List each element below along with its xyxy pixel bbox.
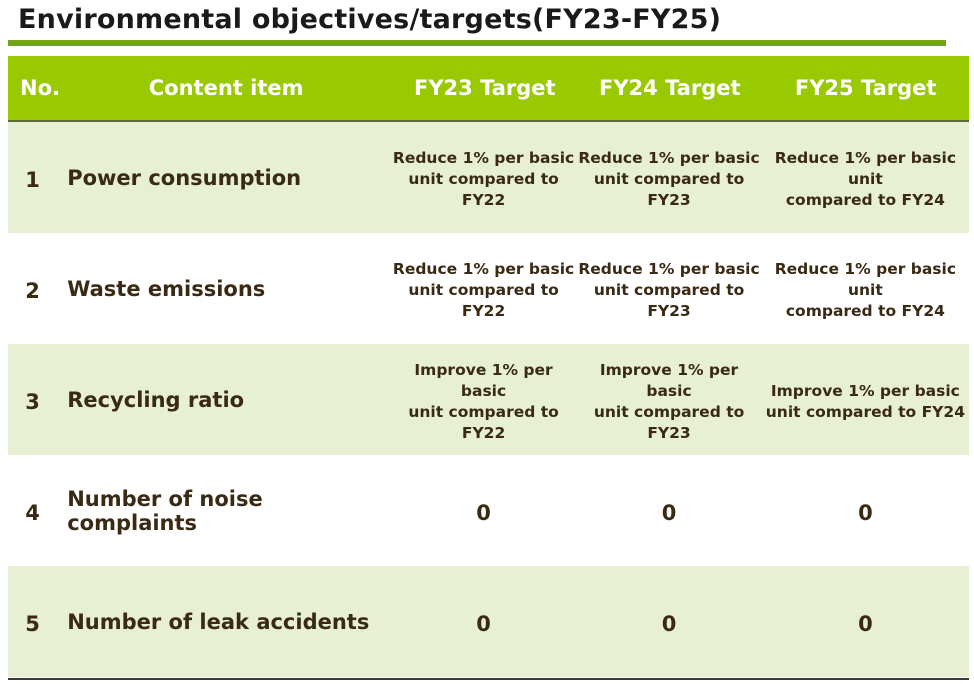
- header-content-item: Content item: [148, 76, 304, 100]
- row-number: 4: [25, 500, 40, 525]
- content-item: Recycling ratio: [67, 387, 245, 412]
- fy23-target: [391, 356, 576, 444]
- fy25-target: [762, 377, 969, 423]
- fy23-target-line2: unit compared to FY22: [408, 281, 559, 320]
- header-fy25-target: FY25 Target: [794, 76, 937, 100]
- fy23-target-line1: Reduce 1% per basic: [392, 149, 575, 167]
- table-row: [8, 566, 969, 677]
- fy25-target-line1: Reduce 1% per basic unit: [774, 260, 957, 299]
- fy25-target-line2: compared to FY24: [785, 191, 945, 209]
- fy23-target: 0: [476, 500, 491, 525]
- fy24-target: [576, 356, 761, 444]
- fy25-target: [762, 255, 969, 322]
- table-row: [8, 344, 969, 455]
- fy24-target-line2: unit compared to FY23: [593, 402, 745, 442]
- header-fy24-target: FY24 Target: [599, 76, 741, 100]
- page-title: Environmental objectives/targets(FY23-FY25): [18, 4, 722, 35]
- fy24-target-line1: Reduce 1% per basic: [578, 149, 760, 167]
- fy23-target-line2: unit compared to FY22: [408, 402, 559, 442]
- row-number: 1: [25, 167, 40, 192]
- fy23-target: [391, 144, 576, 211]
- row-number: 2: [25, 278, 40, 303]
- fy24-target-line1: Reduce 1% per basic: [578, 260, 760, 278]
- fy25-target-line2: compared to FY24: [785, 302, 945, 320]
- fy24-target: 0: [661, 611, 677, 636]
- fy25-target: [762, 144, 969, 211]
- content-item: Waste emissions: [67, 276, 266, 301]
- fy25-target: 0: [858, 500, 873, 525]
- title-underline: [8, 40, 946, 46]
- fy24-target-line1: Improve 1% per basic: [599, 360, 739, 400]
- fy24-target-line2: unit compared to FY23: [593, 281, 745, 320]
- content-item: Number of leak accidents: [67, 609, 370, 634]
- fy25-target-line2: unit compared to FY24: [765, 402, 965, 421]
- fy23-target-line1: Reduce 1% per basic: [392, 260, 575, 278]
- fy25-target-line1: Reduce 1% per basic unit: [774, 149, 957, 188]
- fy24-target: [576, 144, 761, 211]
- row-number: 5: [25, 611, 40, 636]
- table-row: [8, 122, 969, 233]
- content-item: Power consumption: [67, 165, 302, 190]
- table-header-row: [8, 56, 969, 122]
- content-item: Number of noise complaints: [67, 486, 263, 535]
- header-no: No.: [20, 76, 60, 100]
- table-bottom-rule: [8, 678, 969, 680]
- fy23-target: [391, 255, 576, 322]
- objectives-table: [8, 56, 969, 677]
- table-row: [8, 233, 969, 344]
- header-fy23-target: FY23 Target: [413, 76, 556, 100]
- fy24-target: 0: [661, 500, 677, 525]
- fy25-target-line1: Improve 1% per basic: [770, 381, 960, 400]
- table-row: [8, 455, 969, 566]
- fy23-target-line1: Improve 1% per basic: [414, 360, 553, 400]
- fy23-target: 0: [476, 611, 491, 636]
- row-number: 3: [25, 389, 40, 414]
- fy25-target: 0: [858, 611, 873, 636]
- fy24-target: [576, 255, 761, 322]
- fy24-target-line2: unit compared to FY23: [593, 170, 745, 209]
- fy23-target-line2: unit compared to FY22: [408, 170, 559, 209]
